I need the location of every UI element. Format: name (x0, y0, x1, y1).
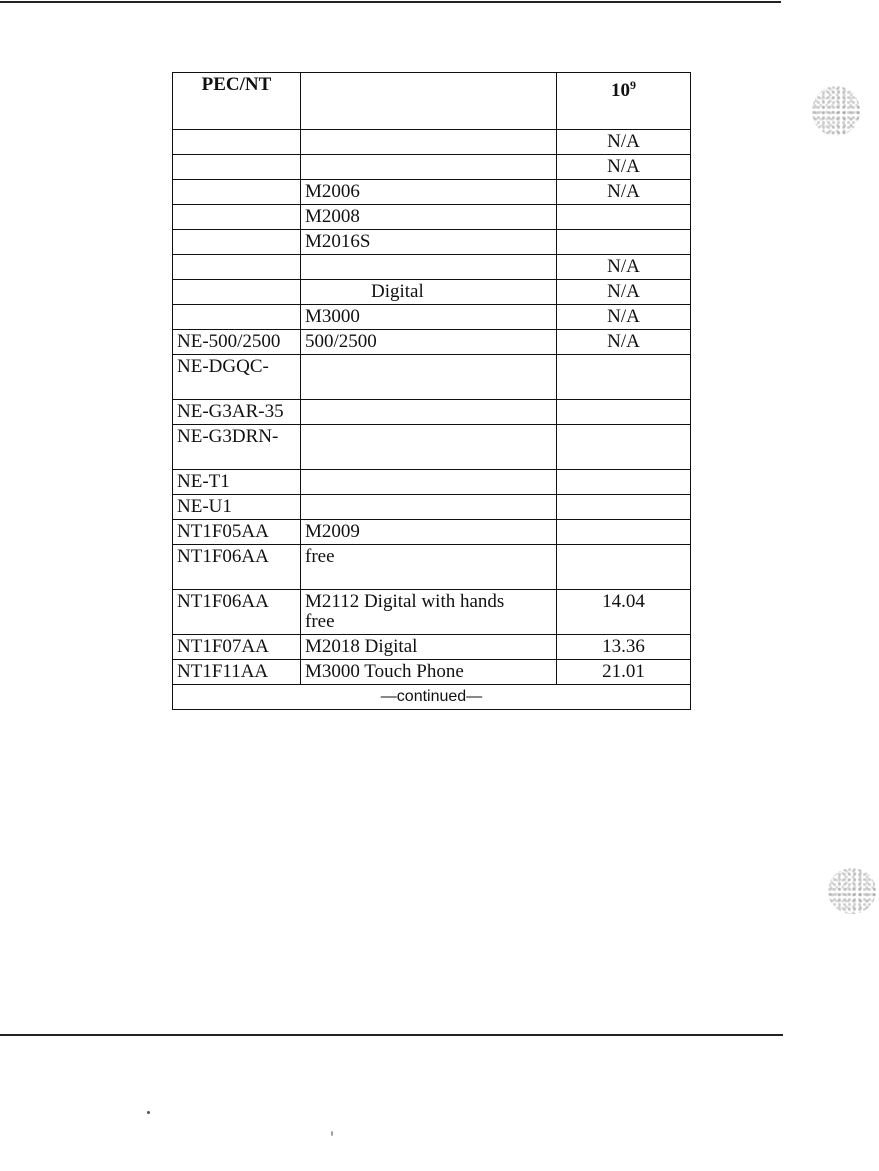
value-cell: N/A (557, 255, 691, 280)
value-cell: N/A (557, 130, 691, 155)
pec-cell (173, 280, 301, 305)
top-rule (0, 1, 781, 3)
scan-speckle (812, 86, 860, 136)
value-cell (557, 205, 691, 230)
pec-cell: NE-T1 (173, 470, 301, 495)
description-cell (301, 470, 557, 495)
scan-dot (331, 1131, 333, 1136)
value-cell: N/A (557, 280, 691, 305)
description-line-2: free (305, 611, 335, 632)
description-cell: M2009 (301, 520, 557, 545)
description-cell (301, 545, 557, 590)
description-cell (301, 255, 557, 280)
header-rate (557, 73, 691, 130)
table-row (173, 545, 691, 590)
pec-table (172, 72, 691, 710)
header-rate-exponent: 9 (630, 78, 636, 92)
table-row (173, 255, 691, 280)
table-row (173, 130, 691, 155)
description-cell: M2018 Digital (301, 635, 557, 660)
value-cell (557, 470, 691, 495)
pec-cell: NE-500/2500 (173, 330, 301, 355)
table-row (173, 660, 691, 685)
table-row (173, 470, 691, 495)
description-line-1: M2112 Digital with hands (305, 591, 505, 612)
description-cell (301, 130, 557, 155)
table-row (173, 590, 691, 635)
pec-cell: NT1F05AA (173, 520, 301, 545)
value-cell: N/A (557, 305, 691, 330)
table-row (173, 400, 691, 425)
pec-cell (173, 205, 301, 230)
pec-cell (173, 230, 301, 255)
pec-cell (173, 130, 301, 155)
description-cell: M3000 (301, 305, 557, 330)
header-pec-nt: PEC/NT (173, 73, 301, 130)
table-row (173, 355, 691, 400)
pec-cell (173, 305, 301, 330)
scan-speckle (828, 868, 876, 914)
value-cell (557, 495, 691, 520)
value-cell: 13.36 (557, 635, 691, 660)
value-cell (557, 355, 691, 400)
description-cell (301, 400, 557, 425)
pec-cell: NE-U1 (173, 495, 301, 520)
value-cell: 21.01 (557, 660, 691, 685)
description-cell: Digital (301, 280, 557, 305)
description-cell: M2008 (301, 205, 557, 230)
pec-cell (173, 155, 301, 180)
continued-label: —continued— (173, 685, 691, 710)
description-cell (301, 590, 557, 635)
value-cell: N/A (557, 330, 691, 355)
bottom-rule (0, 1034, 783, 1036)
value-cell (557, 400, 691, 425)
table-row (173, 330, 691, 355)
pec-cell: NT1F06AA (173, 590, 301, 635)
description-cell: M3000 Touch Phone (301, 660, 557, 685)
pec-cell (173, 180, 301, 205)
table-header-row (173, 73, 691, 130)
pec-cell: NE-G3AR-35 (173, 400, 301, 425)
description-cell: 500/2500 (301, 330, 557, 355)
table-row (173, 155, 691, 180)
description-cell: M2006 (301, 180, 557, 205)
table-row (173, 635, 691, 660)
description-line-2: free (305, 546, 335, 567)
value-cell: N/A (557, 180, 691, 205)
table-row (173, 495, 691, 520)
description-cell (301, 355, 557, 400)
pec-cell: NT1F06AA (173, 545, 301, 590)
header-description (301, 73, 557, 130)
value-cell (557, 230, 691, 255)
table-row (173, 180, 691, 205)
continued-row (173, 685, 691, 710)
pec-cell: NT1F07AA (173, 635, 301, 660)
value-cell (557, 545, 691, 590)
value-cell (557, 520, 691, 545)
value-cell: N/A (557, 155, 691, 180)
pec-cell: NE-DGQC- (173, 355, 301, 400)
pec-cell (173, 255, 301, 280)
value-cell: 14.04 (557, 590, 691, 635)
pec-cell: NE-G3DRN- (173, 425, 301, 470)
pec-cell: NT1F11AA (173, 660, 301, 685)
table-row (173, 280, 691, 305)
table-row (173, 425, 691, 470)
table-row (173, 205, 691, 230)
description-cell (301, 495, 557, 520)
description-cell (301, 425, 557, 470)
description-cell (301, 155, 557, 180)
table-row (173, 230, 691, 255)
scan-dot (147, 1111, 150, 1114)
table-row (173, 305, 691, 330)
value-cell (557, 425, 691, 470)
header-rate-base: 10 (611, 80, 630, 101)
description-cell: M2016S (301, 230, 557, 255)
table-row (173, 520, 691, 545)
